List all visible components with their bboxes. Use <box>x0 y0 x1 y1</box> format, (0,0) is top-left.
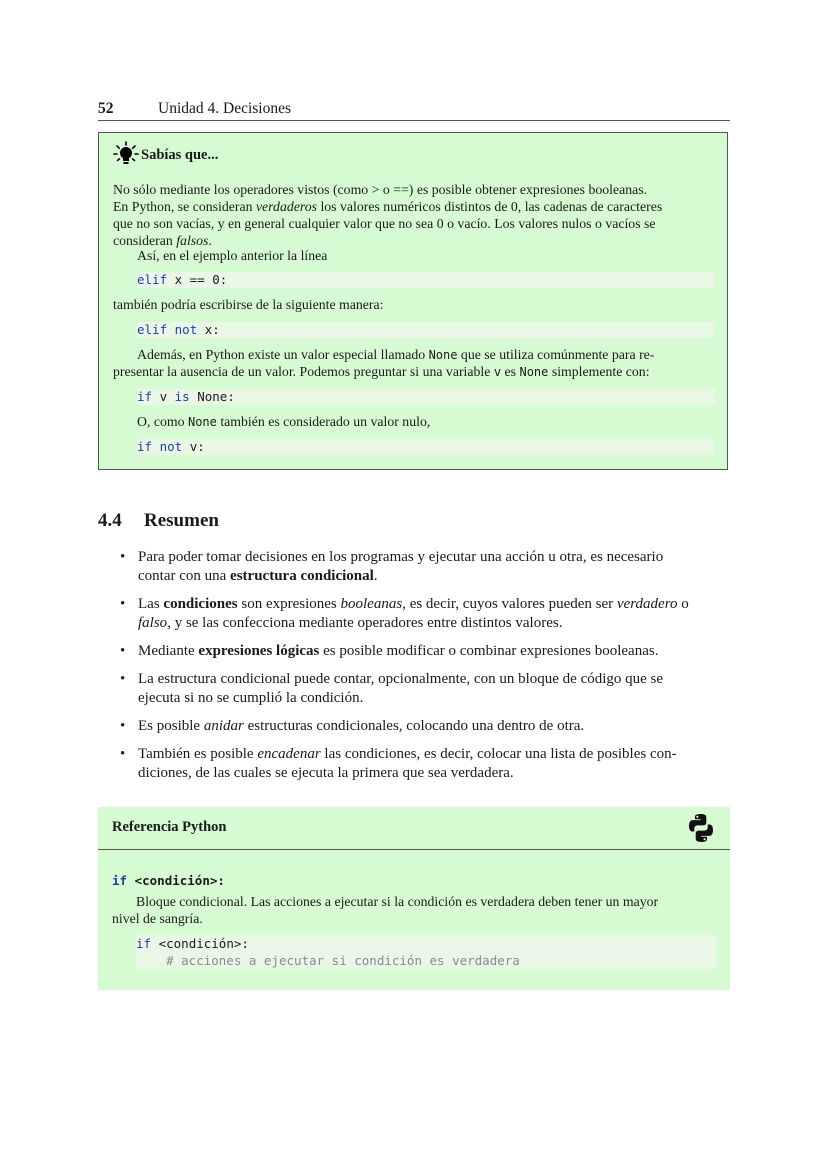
code-block: if <condición>: # acciones a ejecutar si condición es verdadera <box>136 935 716 969</box>
code-block: if v is None: <box>137 389 715 405</box>
tip-paragraph-line: Además, en Python existe un valor especial llamado None que se utiliza comúnmente para re- <box>137 347 655 362</box>
python-logo-icon <box>685 812 717 844</box>
tip-paragraph: Así, en el ejemplo anterior la línea <box>137 248 328 263</box>
bullet-icon: • <box>120 596 126 612</box>
reference-title: Referencia Python <box>112 819 227 835</box>
bullet-icon: • <box>120 671 126 687</box>
tip-paragraph: también podría escribirse de la siguiente manera: <box>113 297 384 312</box>
python-reference-box <box>98 807 730 990</box>
syntax-line: if <condición>: <box>112 873 225 888</box>
section-number: 4.4 <box>98 510 122 531</box>
section-title: Resumen <box>144 510 219 531</box>
page-number: 52 <box>98 100 114 117</box>
lightbulb-icon <box>113 141 139 167</box>
code-block: elif not x: <box>137 322 715 338</box>
tip-paragraph-line: consideran falsos. <box>113 233 212 248</box>
bullet-icon: • <box>120 746 126 762</box>
tip-title: Sabías que... <box>141 147 219 163</box>
reference-description: nivel de sangría. <box>112 911 203 926</box>
reference-description: Bloque condicional. Las acciones a ejecutar si la condición es verdadera deben tener un mayor <box>136 894 659 909</box>
code-block: if not v: <box>137 439 715 455</box>
tip-paragraph-line: presentar la ausencia de un valor. Podemos preguntar si una variable v es None simplemente con: <box>113 364 650 379</box>
tip-box <box>98 132 728 470</box>
tip-paragraph-line: No sólo mediante los operadores vistos (como > o ==) es posible obtener expresiones booleanas. <box>113 182 648 197</box>
bullet-icon: • <box>120 643 126 659</box>
bullet-icon: • <box>120 549 126 565</box>
code-block: elif x == 0: <box>137 272 715 288</box>
tip-paragraph-line: O, como None también es considerado un valor nulo, <box>137 414 431 429</box>
bullet-icon: • <box>120 718 126 734</box>
running-header <box>98 100 730 121</box>
tip-paragraph-line: que no son vacías, y en general cualquier valor que no sea 0 o vacío. Los valores nulos o vacíos se <box>113 216 656 231</box>
divider <box>98 849 730 850</box>
tip-paragraph-line: En Python, se consideran verdaderos los valores numéricos distintos de 0, las cadenas de caracteres <box>113 199 663 214</box>
chapter-title: Unidad 4. Decisiones <box>158 100 292 117</box>
